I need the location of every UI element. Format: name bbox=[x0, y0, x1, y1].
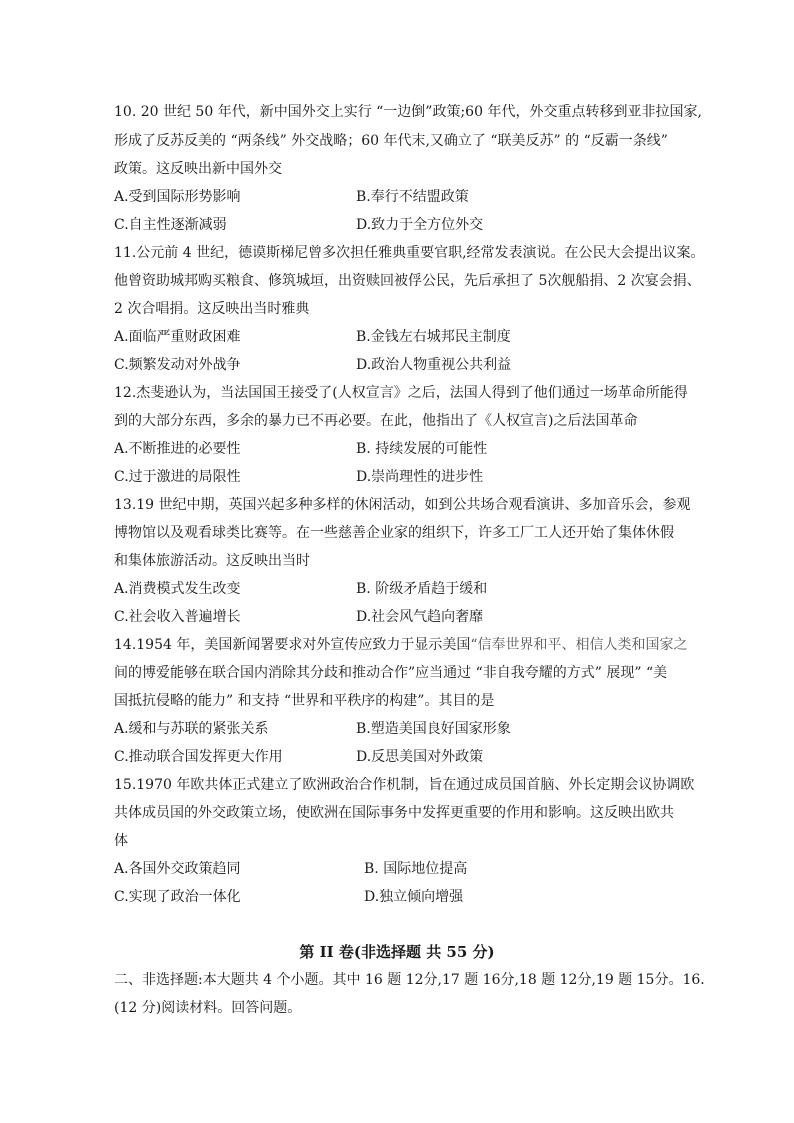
q10-stem-line-2: 形成了反苏反美的 “两条线” 外交战略；60 年代末,又确立了 “联美反苏” 的 “反霸一条线” bbox=[114, 133, 668, 149]
q11-option-a[interactable]: A.面临严重财政困难 bbox=[114, 329, 241, 345]
q11-option-c[interactable]: C.频繁发动对外战争 bbox=[114, 357, 241, 373]
section2-instructions-line-1: 二、非选择题:本大题共 4 个小题。其中 16 题 12分,17 题 16分,18 题 12分,19 题 15分。16. bbox=[114, 972, 705, 988]
q11-stem-line-2: 他曾资助城邦购买粮食、修筑城垣，出资赎回被俘公民，先后承担了 5次舰船捐、2 次宴会捐、 bbox=[114, 273, 701, 289]
q14-option-c[interactable]: C.推动联合国发挥更大作用 bbox=[114, 749, 283, 765]
q11-stem-line-1: 11.公元前 4 世纪，德谟斯梯尼曾多次担任雅典重要官职,经常发表演说。在公民大会提出议案。 bbox=[114, 245, 705, 261]
q13-stem-line-1: 13.19 世纪中期，英国兴起多种多样的休闲活动，如到公共场合观看演讲、多加音乐会，参观 bbox=[114, 497, 691, 513]
q12-stem-line-1: 12.杰斐逊认为，当法国国王接受了(人权宣言》之后，法国人得到了他们通过一场革命所能得 bbox=[114, 385, 688, 401]
q13-stem-line-2: 博物馆以及观看球类比赛等。在一些慈善企业家的组织下，许多工厂工人还开始了集体休假 bbox=[114, 525, 674, 541]
q10-option-b[interactable]: B.奉行不结盟政策 bbox=[356, 189, 469, 205]
q14-option-d[interactable]: D.反思美国对外政策 bbox=[356, 749, 484, 765]
q12-option-c[interactable]: C.过于激进的局限性 bbox=[114, 469, 241, 485]
q10-stem-line-3: 政策。这反映出新中国外交 bbox=[114, 161, 282, 177]
q11-stem-line-3: 2 次合唱捐。这反映出当时雅典 bbox=[114, 301, 310, 317]
q13-option-b[interactable]: B. 阶级矛盾趋于缓和 bbox=[356, 581, 488, 597]
q12-option-a[interactable]: A.不断推进的必要性 bbox=[114, 441, 241, 457]
q14-stem-line-1a: 14.1954 年，美国新闻署要求对外宣传应致力于显示美国 bbox=[114, 637, 471, 653]
q15-stem-line-1: 15.1970 年欧共体正式建立了欧洲政治合作机制，旨在通过成员国首脑、外长定期会议协调欧 bbox=[114, 777, 695, 793]
q13-option-a[interactable]: A.消费模式发生改变 bbox=[114, 581, 241, 597]
q14-stem-line-1b: “信奉世界和平、相信人类和国家之 bbox=[470, 637, 688, 653]
q10-stem-line-1: 10. 20 世纪 50 年代，新中国外交上实行 “一边倒”政策;60 年代，外交重点转移到亚非拉国家, bbox=[114, 104, 702, 120]
section2-instructions-line-2: (12 分)阅读材料。回答问题。 bbox=[114, 1000, 302, 1016]
q14-option-a[interactable]: A.缓和与苏联的紧张关系 bbox=[114, 721, 269, 737]
q10-option-a[interactable]: A.受到国际形势影响 bbox=[114, 189, 241, 205]
q15-stem-line-3: 体 bbox=[114, 833, 128, 849]
q12-option-d[interactable]: D.崇尚理性的进步性 bbox=[356, 469, 484, 485]
q12-stem-line-2: 到的大部分东西，多余的暴力已不再必要。在此，他指出了《人权宣言)之后法国革命 bbox=[114, 413, 638, 429]
section-title: 第 II 卷(非选择题 共 55 分) bbox=[299, 943, 495, 961]
q13-stem-line-3: 和集体旅游活动。这反映出当时 bbox=[114, 553, 310, 569]
q10-option-d[interactable]: D.致力于全方位外交 bbox=[356, 217, 484, 233]
q14-option-b[interactable]: B.塑造美国良好国家形象 bbox=[356, 721, 511, 737]
q15-option-b[interactable]: B. 国际地位提高 bbox=[364, 861, 468, 877]
q11-option-d[interactable]: D.政治人物重视公共利益 bbox=[356, 357, 512, 373]
q13-option-d[interactable]: D.社会风气趋向奢靡 bbox=[356, 609, 484, 625]
q14-stem-line-3: 国抵抗侵略的能力” 和支持 “世界和平秩序的构建”。其目的是 bbox=[114, 693, 495, 709]
q15-stem-line-2: 共体成员国的外交政策立场，使欧洲在国际事务中发挥更重要的作用和影响。这反映出欧共 bbox=[114, 805, 674, 821]
q14-stem-line-1 bbox=[114, 635, 688, 655]
q15-option-c[interactable]: C.实现了政治一体化 bbox=[114, 889, 241, 905]
q15-option-d[interactable]: D.独立倾向增强 bbox=[364, 889, 464, 905]
q13-option-c[interactable]: C.社会收入普遍增长 bbox=[114, 609, 241, 625]
q11-option-b[interactable]: B.金钱左右城邦民主制度 bbox=[356, 329, 511, 345]
q10-option-c[interactable]: C.自主性逐渐减弱 bbox=[114, 217, 227, 233]
q14-stem-line-2: 间的博爱能够在联合国内消除其分歧和推动合作”应当通过 “非自我夸耀的方式” 展现” “美 bbox=[114, 665, 668, 681]
q12-option-b[interactable]: B. 持续发展的可能性 bbox=[356, 441, 488, 457]
q15-option-a[interactable]: A.各国外交政策趋同 bbox=[114, 861, 241, 877]
